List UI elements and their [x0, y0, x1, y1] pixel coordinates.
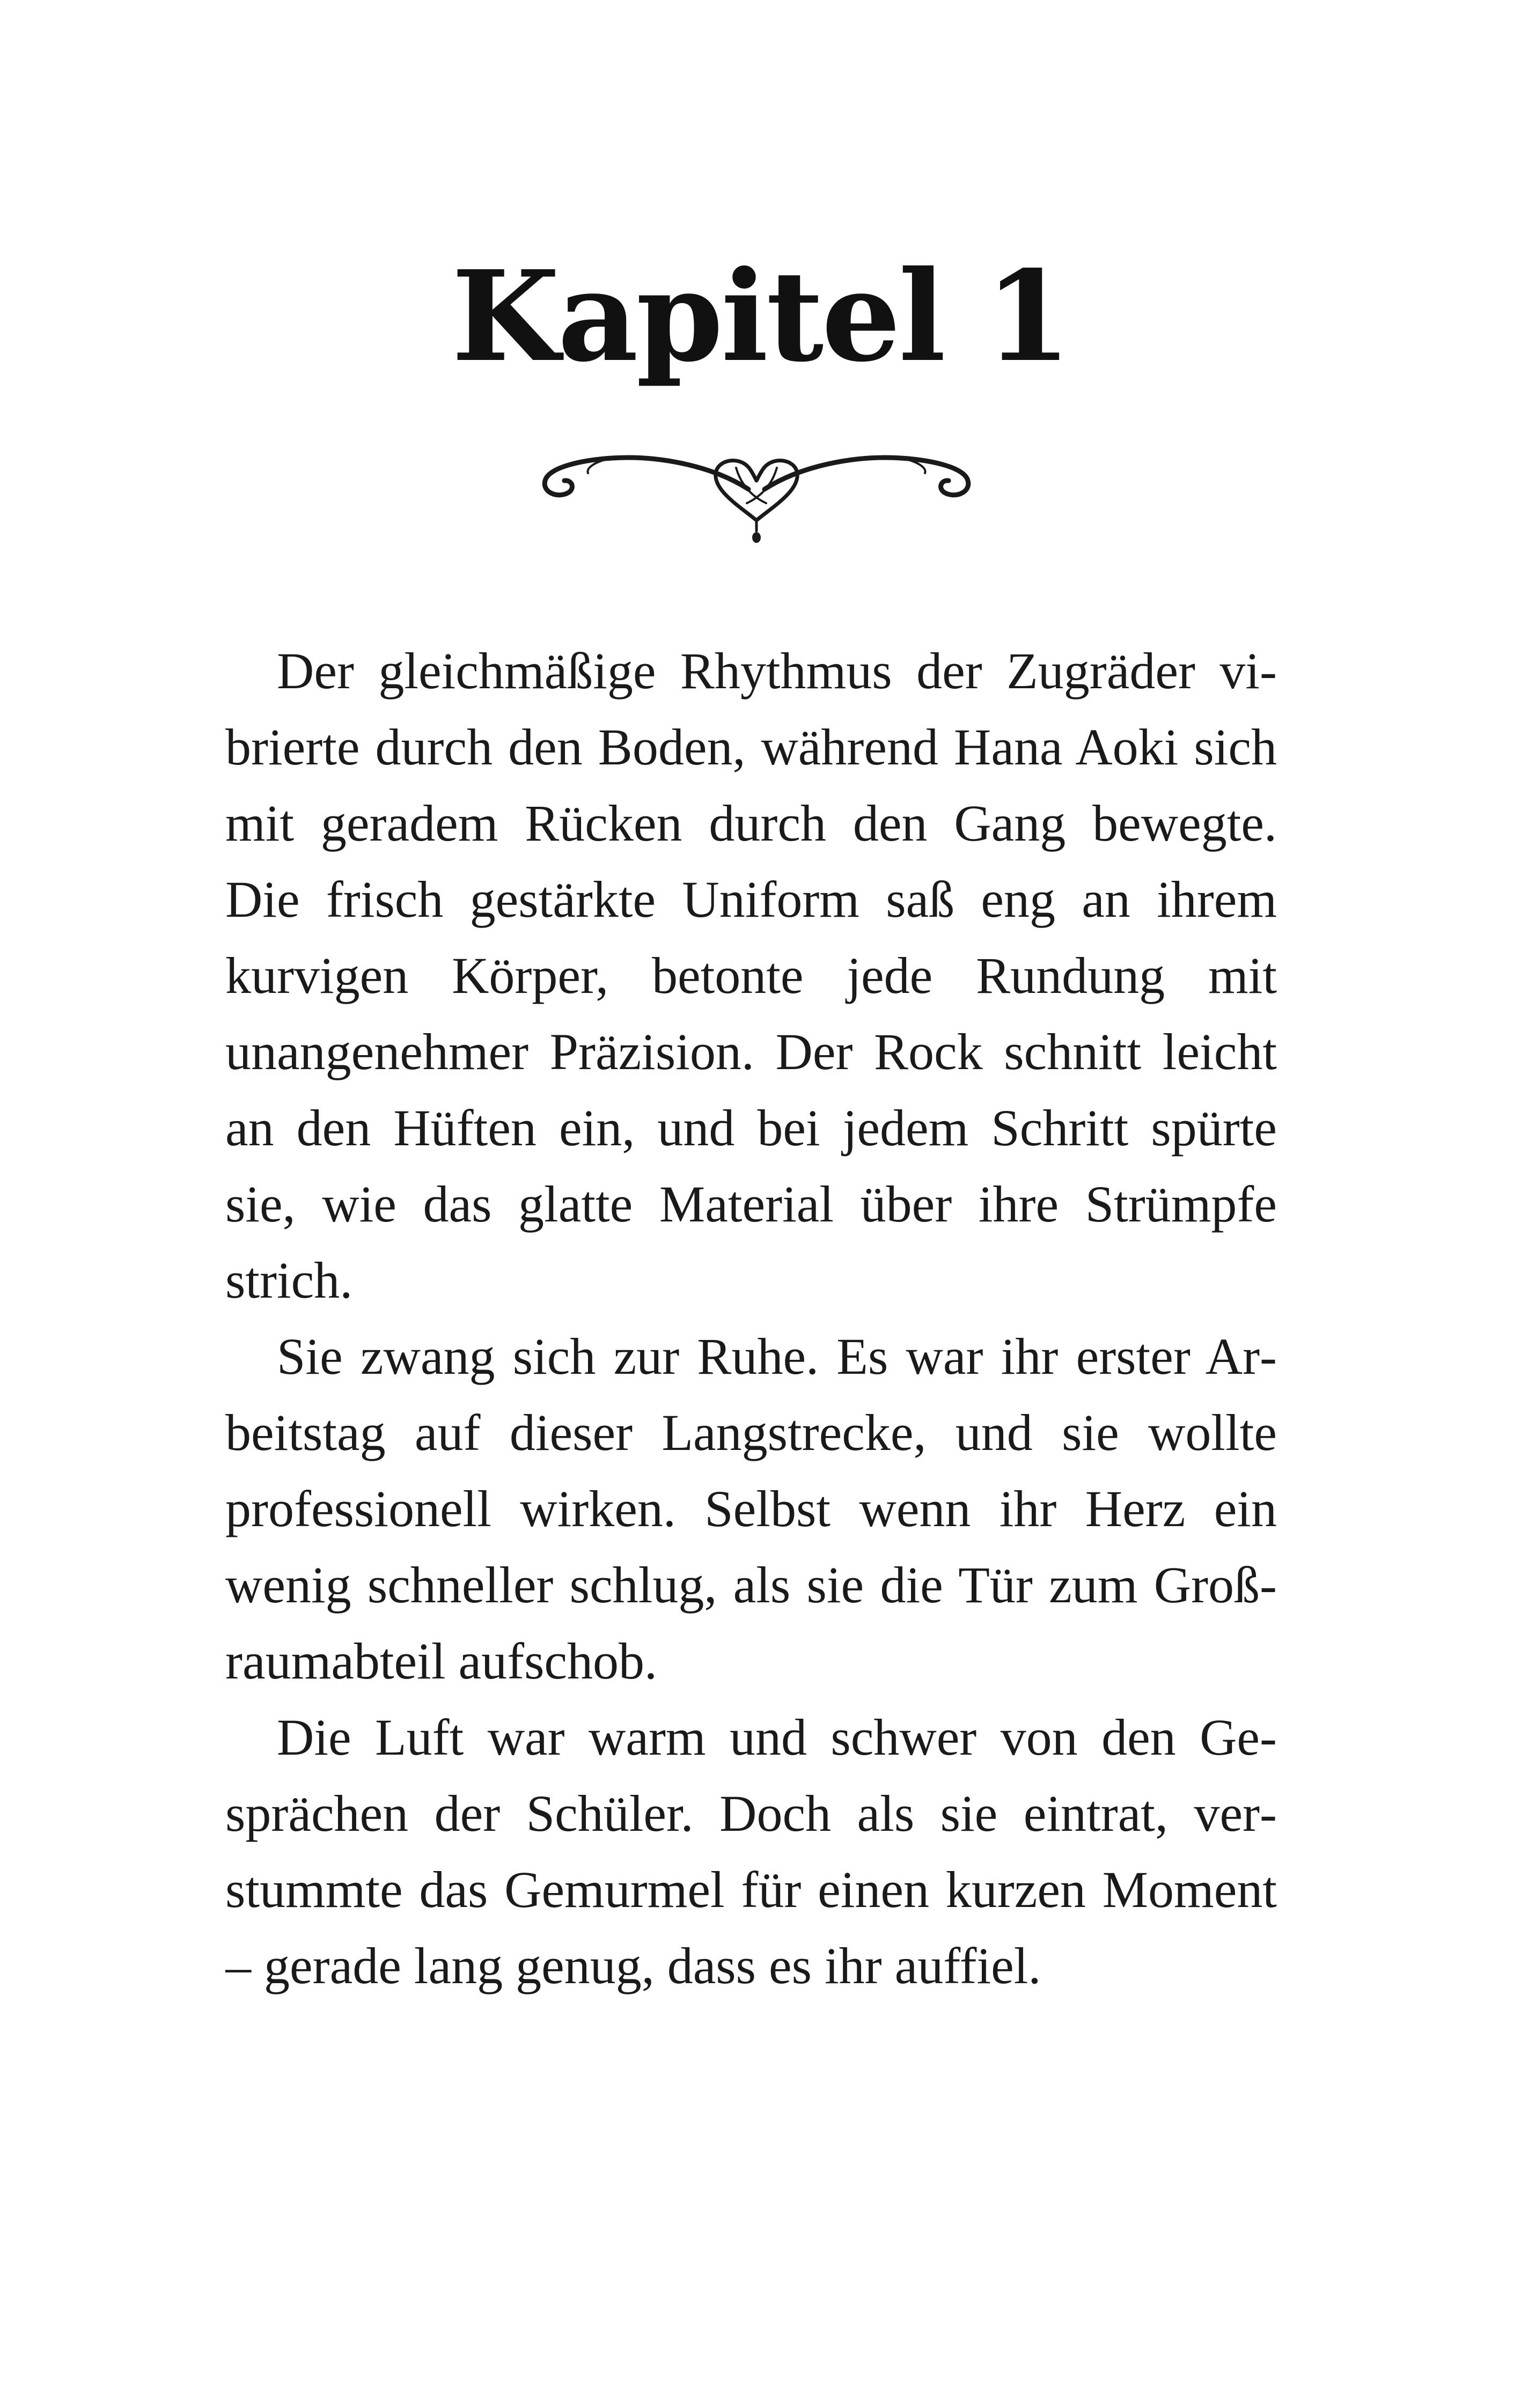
heart-flourish-icon — [537, 440, 976, 547]
chapter-title: Kapitel 1 — [451, 243, 1070, 389]
paragraph: Sie zwang sich zur Ruhe. Es war ihr erster Arbeitstag auf dieser Langstrecke, und sie wollte professionell wirken. Selbst wenn ihr Herz ein wenig schneller schlug, als sie die Tür zum Großraumabteil aufschob. — [225, 1328, 1277, 1690]
paragraph: Die Luft war warm und schwer von den Gesprächen der Schüler. Doch als sie eintrat, verstummte das Gemurmel für einen kurzen Moment – gerade lang genug, dass es ihr auffiel. — [225, 1709, 1277, 1994]
chapter-body — [225, 633, 1277, 1995]
paragraph: Der gleichmäßige Rhythmus der Zugräder vibrierte durch den Boden, während Hana Aoki sich mit geradem Rücken durch den Gang bewegte. Die frisch gestärkte Uniform saß eng an ihrem kurvigen Körper, betonte jede Rundung mit unangenehmer Präzision. Der Rock schnitt leicht an den Hüften ein, und bei jedem Schritt spürte sie, wie das glatte Material über ihre Strümpfe strich. — [225, 642, 1277, 1309]
